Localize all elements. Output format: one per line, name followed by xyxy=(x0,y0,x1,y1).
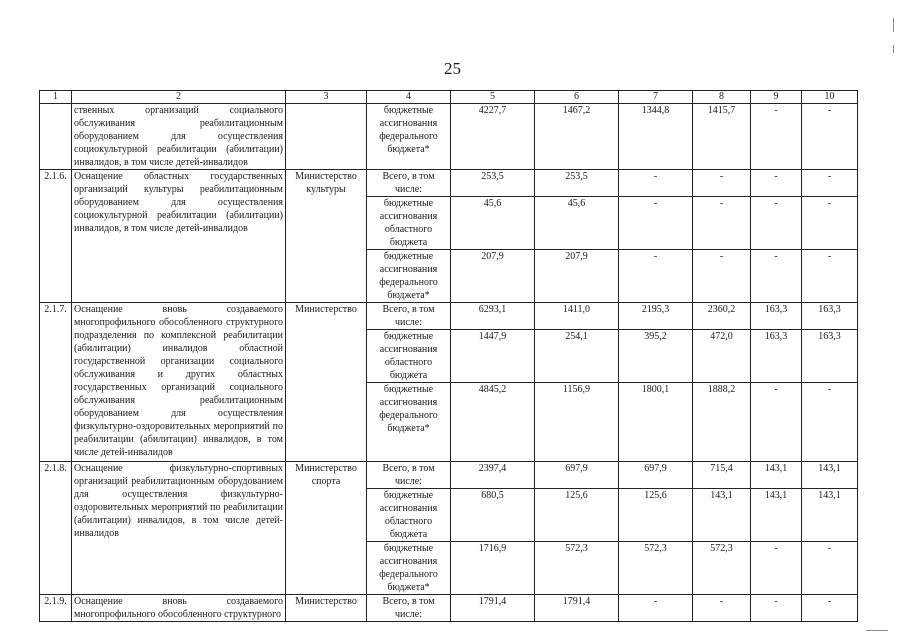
scan-mark xyxy=(866,630,888,631)
value-cell: 6293,1 xyxy=(451,303,535,330)
item-executor: Министерство культуры xyxy=(286,170,367,303)
table-row xyxy=(40,104,858,170)
value-cell: 2360,2 xyxy=(693,303,751,330)
value-cell: 1467,2 xyxy=(535,104,619,170)
program-table xyxy=(39,90,858,622)
item-number: 2.1.7. xyxy=(40,303,72,462)
value-cell: 2195,3 xyxy=(619,303,693,330)
funding-source: бюджетные ассигнования областного бюджета xyxy=(367,489,451,542)
value-cell: 2397,4 xyxy=(451,462,535,489)
value-cell: - xyxy=(619,170,693,197)
value-cell: 253,5 xyxy=(451,170,535,197)
value-cell: 697,9 xyxy=(535,462,619,489)
value-cell: - xyxy=(619,595,693,622)
value-cell: - xyxy=(619,250,693,303)
value-cell: - xyxy=(751,595,802,622)
item-number xyxy=(40,104,72,170)
value-cell: 143,1 xyxy=(751,462,802,489)
value-cell: 472,0 xyxy=(693,330,751,383)
header-cell: 8 xyxy=(693,91,751,104)
value-cell: 1411,0 xyxy=(535,303,619,330)
scan-mark xyxy=(893,18,894,32)
item-description: Оснащение вновь создаваемого многопрофильного обособленного структурного подразделения по комплексной реабилитации (абилитации) инвалидов областной государственной организации социального обслуживания и других областных государственных организаций социального обслуживания реабилитационным оборудованием для осуществления физкультурно-оздоровительных мероприятий по реабилитации (абилитации) инвалидов, в том числе детей-инвалидов xyxy=(72,303,286,462)
funding-source: Всего, в том числе: xyxy=(367,303,451,330)
header-row xyxy=(40,91,858,104)
value-cell: - xyxy=(802,595,858,622)
value-cell: 254,1 xyxy=(535,330,619,383)
value-cell: 572,3 xyxy=(693,542,751,595)
value-cell: 1800,1 xyxy=(619,383,693,462)
table-row xyxy=(40,462,858,489)
value-cell: 1888,2 xyxy=(693,383,751,462)
item-number: 2.1.9. xyxy=(40,595,72,622)
value-cell: 163,3 xyxy=(751,330,802,383)
header-cell: 9 xyxy=(751,91,802,104)
item-description: Оснащение физкультурно-спортивных организаций реабилитационным оборудованием для осуществления физкультурно-оздоровительных мероприятий по реабилитации (абилитации) инвалидов, в том числе детей-инвалидов xyxy=(72,462,286,595)
value-cell: - xyxy=(751,250,802,303)
value-cell: 143,1 xyxy=(751,489,802,542)
value-cell: - xyxy=(751,104,802,170)
value-cell: 125,6 xyxy=(619,489,693,542)
value-cell: 163,3 xyxy=(802,303,858,330)
value-cell: 572,3 xyxy=(619,542,693,595)
header-cell: 1 xyxy=(40,91,72,104)
value-cell: - xyxy=(693,197,751,250)
item-number: 2.1.6. xyxy=(40,170,72,303)
funding-source: бюджетные ассигнования федерального бюджета* xyxy=(367,542,451,595)
item-executor: Министерство xyxy=(286,303,367,462)
value-cell: 163,3 xyxy=(751,303,802,330)
value-cell: 572,3 xyxy=(535,542,619,595)
value-cell: 4227,7 xyxy=(451,104,535,170)
value-cell: - xyxy=(693,170,751,197)
value-cell: - xyxy=(802,197,858,250)
table-row xyxy=(40,303,858,330)
value-cell: 1415,7 xyxy=(693,104,751,170)
funding-source: бюджетные ассигнования федерального бюджета* xyxy=(367,104,451,170)
funding-source: Всего, в том числе: xyxy=(367,595,451,622)
value-cell: 1156,9 xyxy=(535,383,619,462)
value-cell: 1716,9 xyxy=(451,542,535,595)
funding-source: Всего, в том числе: xyxy=(367,170,451,197)
value-cell: 45,6 xyxy=(451,197,535,250)
value-cell: 253,5 xyxy=(535,170,619,197)
header-cell: 2 xyxy=(72,91,286,104)
value-cell: 697,9 xyxy=(619,462,693,489)
page-number: 25 xyxy=(444,59,461,78)
funding-source: Всего, в том числе: xyxy=(367,462,451,489)
funding-source: бюджетные ассигнования федерального бюджета* xyxy=(367,383,451,462)
value-cell: - xyxy=(693,595,751,622)
value-cell: - xyxy=(693,250,751,303)
table-row xyxy=(40,170,858,197)
item-description: Оснащение областных государственных организаций культуры реабилитационным оборудованием для осуществления социокультурной реабилитации (абилитации) инвалидов, в том числе детей-инвалидов xyxy=(72,170,286,303)
value-cell: 143,1 xyxy=(802,489,858,542)
value-cell: 715,4 xyxy=(693,462,751,489)
value-cell: 207,9 xyxy=(535,250,619,303)
item-executor xyxy=(286,104,367,170)
value-cell: - xyxy=(751,383,802,462)
scan-mark xyxy=(893,45,894,53)
value-cell: 143,1 xyxy=(802,462,858,489)
header-cell: 5 xyxy=(451,91,535,104)
funding-source: бюджетные ассигнования федерального бюджета* xyxy=(367,250,451,303)
value-cell: - xyxy=(619,197,693,250)
value-cell: 1344,8 xyxy=(619,104,693,170)
value-cell: 395,2 xyxy=(619,330,693,383)
value-cell: - xyxy=(802,104,858,170)
value-cell: 1447,9 xyxy=(451,330,535,383)
header-cell: 3 xyxy=(286,91,367,104)
table-row xyxy=(40,595,858,622)
item-description: ственных организаций социального обслуживания реабилитационным оборудованием для осуществления социокультурной реабилитации (абилитации) инвалидов, в том числе детей-инвалидов xyxy=(72,104,286,170)
value-cell: 125,6 xyxy=(535,489,619,542)
value-cell: 163,3 xyxy=(802,330,858,383)
header-cell: 6 xyxy=(535,91,619,104)
value-cell: 143,1 xyxy=(693,489,751,542)
value-cell: - xyxy=(751,542,802,595)
value-cell: - xyxy=(802,542,858,595)
value-cell: 45,6 xyxy=(535,197,619,250)
value-cell: 4845,2 xyxy=(451,383,535,462)
item-number: 2.1.8. xyxy=(40,462,72,595)
value-cell: - xyxy=(751,170,802,197)
value-cell: 1791,4 xyxy=(535,595,619,622)
value-cell: - xyxy=(802,383,858,462)
item-executor: Министерство спорта xyxy=(286,462,367,595)
value-cell: 1791,4 xyxy=(451,595,535,622)
header-cell: 7 xyxy=(619,91,693,104)
value-cell: - xyxy=(802,250,858,303)
funding-source: бюджетные ассигнования областного бюджета xyxy=(367,197,451,250)
value-cell: 680,5 xyxy=(451,489,535,542)
value-cell: - xyxy=(802,170,858,197)
value-cell: - xyxy=(751,197,802,250)
funding-source: бюджетные ассигнования областного бюджета xyxy=(367,330,451,383)
header-cell: 10 xyxy=(802,91,858,104)
item-description: Оснащение вновь создаваемого многопрофильного обособленного структурного xyxy=(72,595,286,622)
item-executor: Министерство xyxy=(286,595,367,622)
value-cell: 207,9 xyxy=(451,250,535,303)
header-cell: 4 xyxy=(367,91,451,104)
